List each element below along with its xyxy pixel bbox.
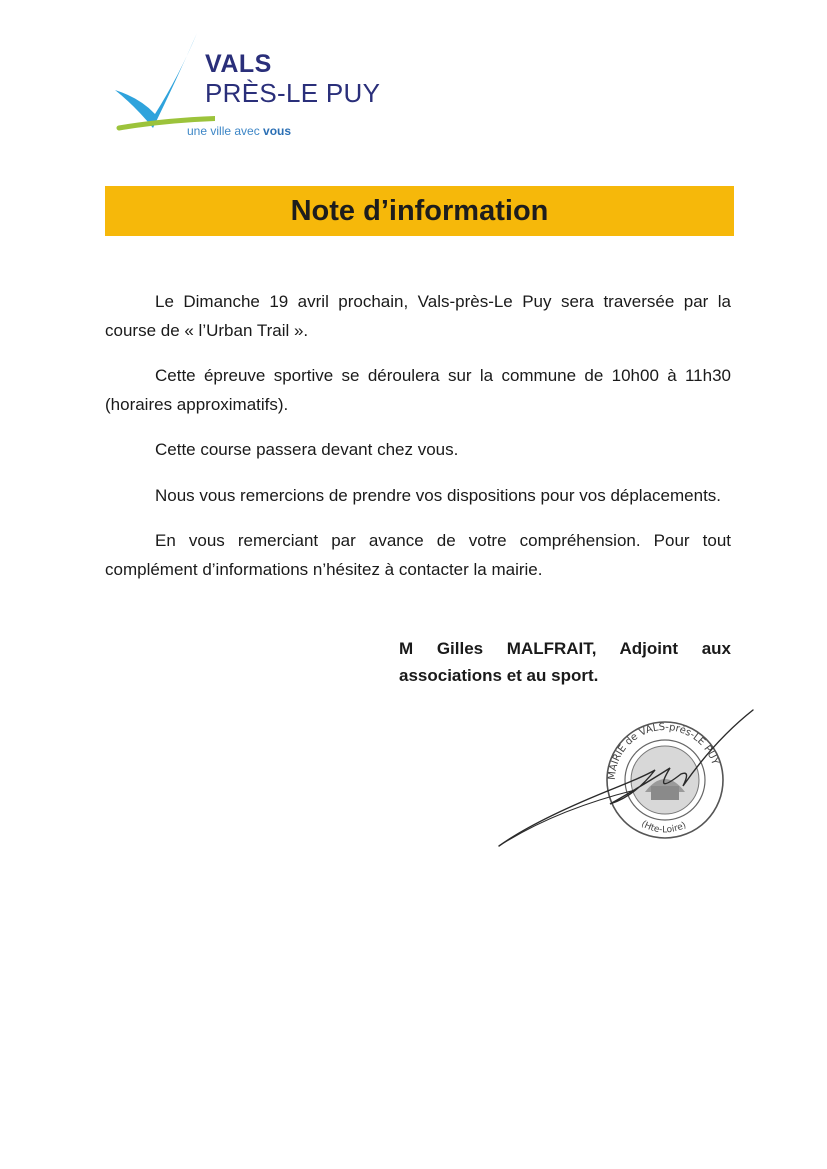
- title-banner: [105, 186, 734, 236]
- logo-tagline-emphasis: vous: [263, 124, 292, 138]
- stamp-top-text: MAIRIE de VALS-près-LE PUY: [606, 721, 721, 781]
- paragraph: Nous vous remercions de prendre vos dispositions pour vos déplacements.: [155, 485, 722, 505]
- page-title: Note d’information: [290, 194, 549, 227]
- stamp-and-signature: [495, 700, 757, 860]
- paragraph: Cette épreuve sportive se déroulera sur la commune de 10h00 à 11h30 (horaires approximatifs).: [105, 366, 731, 414]
- paragraph: Cette course passera devant chez vous.: [155, 440, 459, 459]
- stamp-bottom-text: (Hte-Loire): [639, 819, 689, 836]
- logo-tagline: [187, 124, 291, 138]
- logo-line2: PRÈS-LE PUY: [205, 78, 381, 108]
- paragraph: En vous remerciant par avance de votre compréhension. Pour tout complément d’informations n’hésitez à contacter la mairie.: [105, 531, 731, 579]
- town-logo: [105, 28, 395, 148]
- paragraph: Le Dimanche 19 avril prochain, Vals-près-Le Puy sera traversée par la course de « l’Urban Trail ».: [105, 292, 731, 340]
- official-stamp-icon: [495, 700, 757, 860]
- signature-block: M Gilles MALFRAIT, Adjoint aux associations et au sport.: [399, 639, 731, 685]
- logo-line1: VALS: [205, 50, 272, 78]
- body-text: [105, 288, 731, 601]
- logo-tagline-prefix: une ville avec: [187, 124, 264, 138]
